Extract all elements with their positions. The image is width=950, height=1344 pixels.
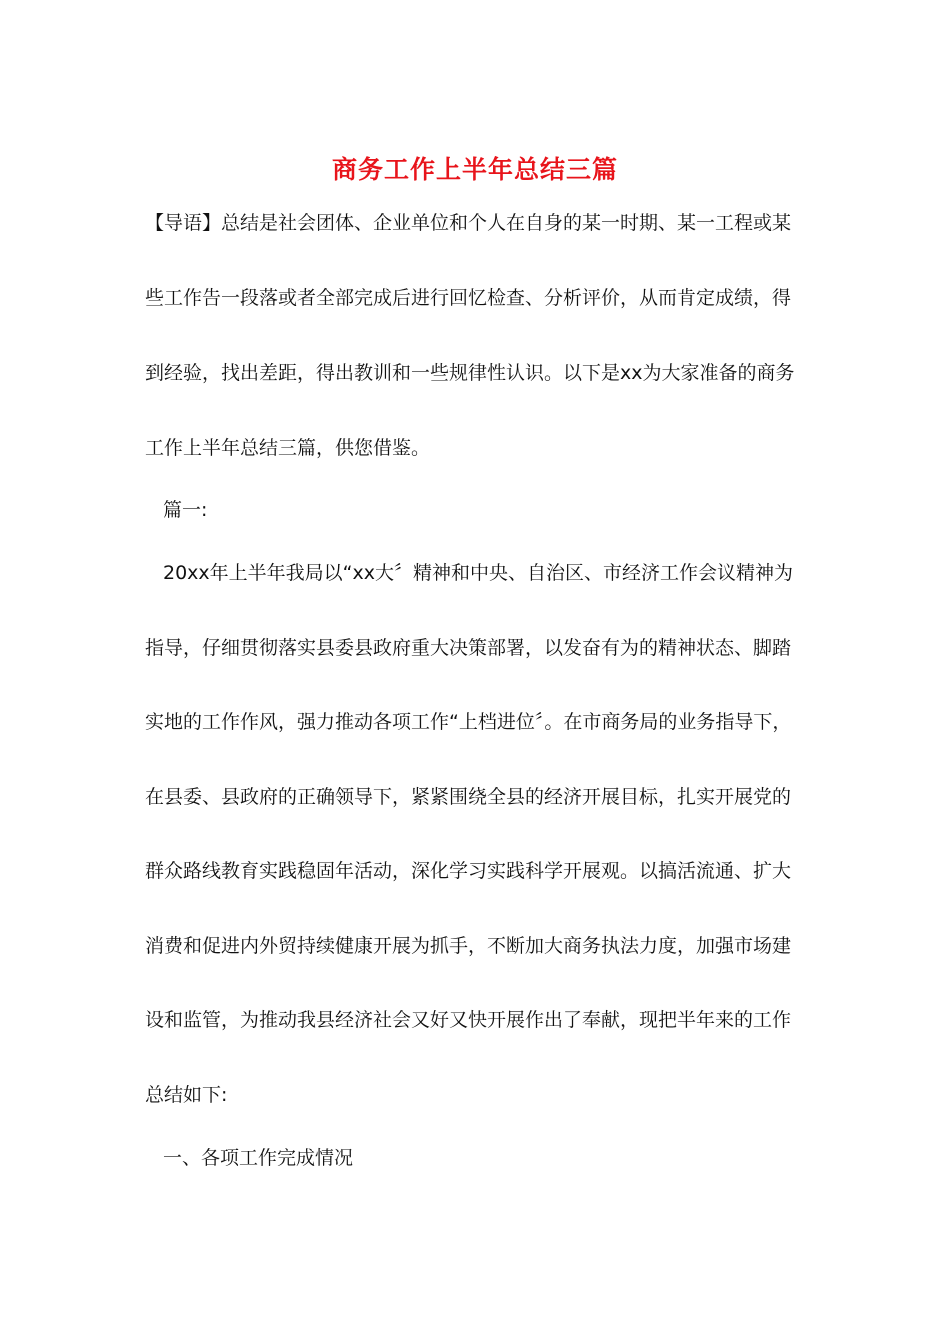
section-label: 篇一: [163,499,208,521]
paragraph-line: 群众路线教育实践稳固年活动，深化学习实践科学开展观。以搞活流通、扩大 [145,860,792,882]
document-title: 商务工作上半年总结三篇 [331,155,618,184]
paragraph-line: 指导，仔细贯彻落实县委县政府重大决策部署，以发奋有为的精神状态、脚踏 [145,637,792,659]
paragraph-line: 消费和促进内外贸持续健康开展为抓手，不断加大商务执法力度，加强市场建 [145,935,792,957]
paragraph-line: 20xx年上半年我局以“xx大〞精神和中央、自治区、市经济工作会议精神为 [163,562,793,584]
paragraph-line: 些工作告一段落或者全部完成后进行回忆检查、分析评价，从而肯定成绩，得 [145,287,792,309]
paragraph-line: 【导语】总结是社会团体、企业单位和个人在自身的某一时期、某一工程或某 [145,212,792,234]
paragraph-line: 设和监管，为推动我县经济社会又好又快开展作出了奉献，现把半年来的工作 [145,1009,792,1031]
paragraph-line: 在县委、县政府的正确领导下，紧紧围绕全县的经济开展目标，扎实开展党的 [145,786,792,808]
section-heading: 一、各项工作完成情况 [163,1147,354,1169]
paragraph-line: 实地的工作作风，强力推动各项工作“上档进位〞。在市商务局的业务指导下， [145,711,792,733]
paragraph-line: 工作上半年总结三篇，供您借鉴。 [145,437,431,459]
paragraph-line: 总结如下: [145,1084,228,1106]
paragraph-line: 到经验，找出差距，得出教训和一些规律性认识。以下是xx为大家准备的商务 [145,362,795,384]
